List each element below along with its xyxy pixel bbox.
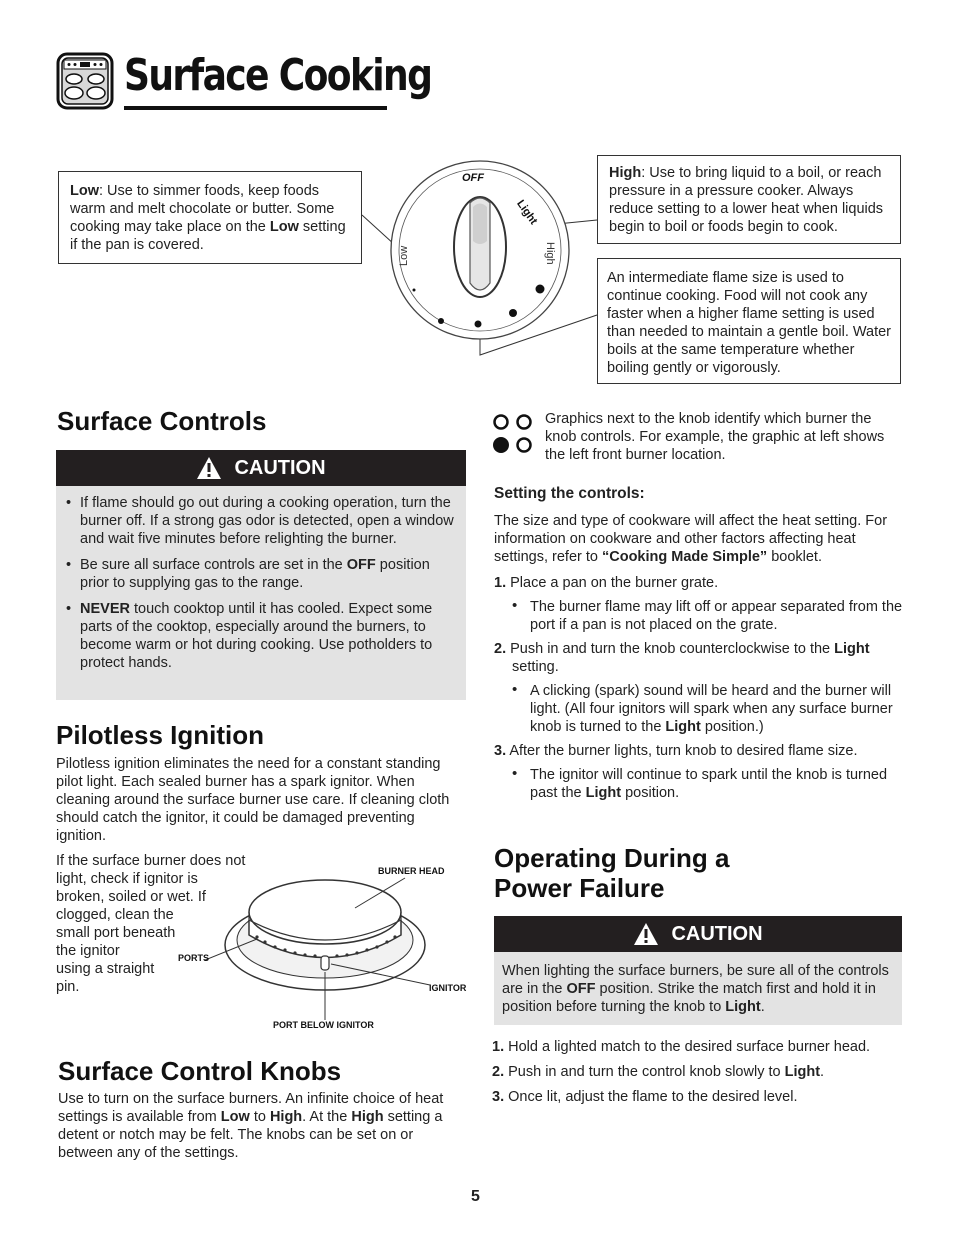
setting-controls-section: The size and type of cookware will affect the heat setting. For information on cookware and other factors affecting heat settings, refer to “Cooking Made Simple” booklet. 1. Place a pan on the burner grate. • The burner flame may lift off or appear separated from the port if a pan is not placed on the grate. 2. Push in and turn the knob counterclockwise to the Light setting. • A clicking (spark) sound will be heard and the burner will light. (All four ignitors will spark when any surface burner knob is turned to the Light position.) 3. After the burner lights, turn knob to desired flame size. • The ignitor will continue to spark until the knob is turned past the Light position. — [494, 512, 904, 808]
knobs-paragraph: Use to turn on the surface burners. An infinite choice of heat settings is available from Low to High. At the High setting a detent or notch may be felt. The knobs can be set on or between any of the settings. — [58, 1091, 444, 1161]
pf-step-2: 2. Push in and turn the control knob slowly to Light. — [492, 1064, 825, 1080]
surface-controls-heading: Surface Controls — [57, 406, 267, 436]
caution-bullet: • If flame should go out during a cooking operation, turn the burner off. If a strong gas odor is detected, open a window and wait five minutes before relighting the burner. — [56, 494, 456, 548]
caution-label: CAUTION — [234, 456, 326, 479]
caution-banner — [56, 450, 466, 486]
power-failure-caution — [494, 916, 902, 1025]
intermediate-setting-callout: An intermediate flame size is used to continue cooking. Food will not cook any faster when a higher flame setting is used than needed to maintain a gentle boil. Water boils at the same temperature whether boiling gently or vigorously. — [597, 258, 901, 384]
caution-body — [56, 486, 466, 700]
step-2: 2. Push in and turn the knob counterclockwise to the Light setting. — [494, 641, 870, 675]
ignitor-label: IGNITOR — [429, 983, 467, 993]
step-3-note: • The ignitor will continue to spark until the knob is turned past the Light position. — [494, 766, 904, 802]
dial-light-label: Light — [514, 198, 540, 227]
cooktop-icon — [56, 52, 114, 110]
ports-label: PORTS — [178, 953, 210, 963]
burner-location-icon — [492, 413, 534, 455]
power-failure-steps — [492, 1038, 902, 1112]
control-knob-diagram — [360, 155, 600, 360]
dial-low-label: Low — [398, 245, 410, 266]
low-setting-callout: Low: Use to simmer foods, keep foods warm and melt chocolate or butter. Some cooking may take place on the Low setting if the pan is covered. — [58, 171, 362, 264]
pilotless-ignition-heading: Pilotless Ignition — [56, 720, 265, 750]
burner-diagram — [205, 860, 475, 1035]
power-failure-heading: Operating During a Power Failure — [494, 843, 730, 903]
setting-controls-heading: Setting the controls: — [494, 485, 645, 502]
pilotless-paragraph: Pilotless ignition eliminates the need for a constant standing pilot light. Each sealed burner has a spark ignitor. When cleaning around the surface burner use care. If cleaning cloth should catch the ignitor, it could be damaged preventing ignition. — [56, 756, 450, 844]
step-2-note: • A clicking (spark) sound will be heard and the burner will light. (All four ignitors will spark when any surface burner knob is turned to the Light position.) — [494, 682, 904, 736]
page-title: Surface Cooking — [124, 50, 432, 101]
caution-bullet: • Be sure all surface controls are set in the OFF position prior to supplying gas to the range. — [56, 556, 456, 592]
step-1: 1. Place a pan on the burner grate. — [494, 575, 719, 591]
ignitor-check-paragraph: If the surface burner does not light, check if ignitor is broken, soiled or wet. If clogged, clean the small port beneath the ignitor using a straight pin. — [56, 853, 246, 995]
high-setting-callout: High: Use to bring liquid to a boil, or reach pressure in a pressure cooker. Always reduce setting to a lower heat when liquids begin to boil or foods begin to cook. — [597, 155, 901, 244]
dial-high-label: High — [544, 242, 556, 265]
step-3: 3. After the burner lights, turn knob to desired flame size. — [494, 743, 858, 759]
port-below-ignitor-label: PORT BELOW IGNITOR — [273, 1020, 374, 1030]
burner-head-label: BURNER HEAD — [378, 866, 445, 876]
surface-control-knobs-heading: Surface Control Knobs — [58, 1056, 342, 1086]
caution-bullet: • NEVER touch cooktop until it has cooled. Expect some parts of the cooktop, especially around the burners, to become warm or hot during cooking. Use potholders to protect hands. — [56, 600, 456, 672]
caution-label: CAUTION — [671, 922, 763, 945]
dial-off-label: OFF — [462, 172, 484, 184]
warning-icon — [196, 456, 222, 480]
caution-banner — [494, 916, 902, 952]
step-1-note: • The burner flame may lift off or appear separated from the port if a pan is not placed on the grate. — [494, 598, 904, 634]
title-underline — [124, 106, 387, 110]
caution-body: When lighting the surface burners, be sure all of the controls are in the OFF position. Strike the match first and hold it in position before turning the knob to Light. — [494, 952, 902, 1025]
page-number: 5 — [471, 1188, 480, 1205]
pf-step-3: 3. Once lit, adjust the flame to the desired level. — [492, 1089, 798, 1105]
pf-step-1: 1. Hold a lighted match to the desired surface burner head. — [492, 1039, 871, 1055]
graphics-note: Graphics next to the knob identify which burner the knob controls. For example, the graphic at left shows the left front burner location. — [545, 411, 885, 463]
warning-icon — [633, 922, 659, 946]
surface-controls-caution — [56, 450, 466, 700]
